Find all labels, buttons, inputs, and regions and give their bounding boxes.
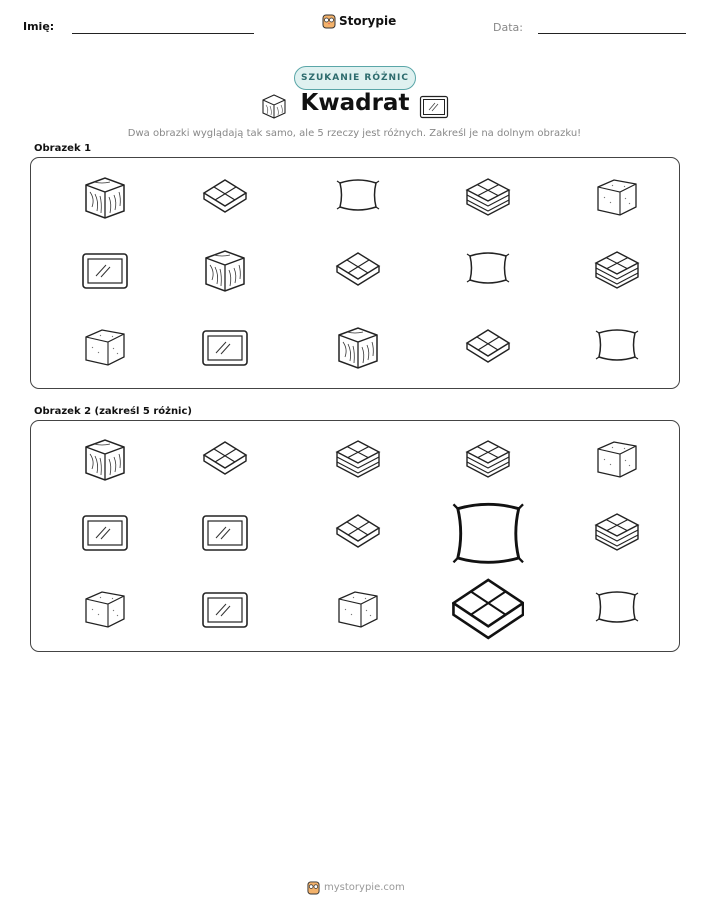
panel1-tablet-frame-icon: [200, 325, 250, 371]
panel2-tablet-frame-icon[interactable]: [200, 510, 250, 556]
tablet-icon: [419, 95, 449, 119]
panel2-layered-cake-icon[interactable]: [333, 437, 383, 483]
panel2-label: Obrazek 2 (zakreśl 5 różnic): [34, 406, 192, 417]
date-label: Data:: [493, 21, 523, 34]
name-label: Imię:: [23, 20, 55, 33]
brand-logo: [322, 13, 396, 29]
panel1-pillow-icon: [592, 325, 642, 371]
panel1-bread-tile-icon: [200, 175, 250, 221]
panel2-sugar-cube-icon[interactable]: [592, 437, 642, 483]
panel2-tablet-frame-icon[interactable]: [80, 510, 130, 556]
panel2-sugar-cube-icon[interactable]: [80, 587, 130, 633]
panel1-sugar-cube-icon: [80, 325, 130, 371]
panel1-label: Obrazek 1: [34, 143, 92, 154]
panel2-pillow-icon[interactable]: [452, 500, 525, 567]
panel2-tablet-frame-icon[interactable]: [200, 587, 250, 633]
footer-url[interactable]: mystorypie.com: [324, 882, 405, 893]
panel1-wooden-crate-icon: [333, 325, 383, 371]
panel1-bread-tile-icon: [463, 325, 513, 371]
panel1-tablet-frame-icon: [80, 248, 130, 294]
panel1-pillow-icon: [333, 175, 383, 221]
crate-icon: [260, 93, 288, 119]
page-title: Kwadrat: [300, 90, 410, 116]
panel2-bread-tile-icon[interactable]: [333, 510, 383, 556]
panel1-layered-cake-icon: [463, 175, 513, 221]
name-line[interactable]: [72, 33, 254, 34]
panel2-layered-cake-icon[interactable]: [463, 437, 513, 483]
panel2-wooden-crate-icon[interactable]: [80, 437, 130, 483]
owl-icon: [322, 13, 336, 29]
panel2-layered-cake-icon[interactable]: [592, 510, 642, 556]
panel1-sugar-cube-icon: [592, 175, 642, 221]
panel1-layered-cake-icon: [592, 248, 642, 294]
panel1-bread-tile-icon: [333, 248, 383, 294]
worksheet-tag: SZUKANIE RÓŻNIC: [294, 66, 416, 90]
panel1-wooden-crate-icon: [200, 248, 250, 294]
panel1-pillow-icon: [463, 248, 513, 294]
panel2-bread-tile-icon[interactable]: [452, 577, 525, 644]
panel2-sugar-cube-icon[interactable]: [333, 587, 383, 633]
footer: [307, 880, 405, 895]
panel2-bread-tile-icon[interactable]: [200, 437, 250, 483]
panel1-wooden-crate-icon: [80, 175, 130, 221]
owl-icon: [307, 880, 320, 895]
instructions: Dwa obrazki wyglądają tak samo, ale 5 rzeczy jest różnych. Zakreśl je na dolnym obrazku!: [127, 128, 582, 139]
date-line[interactable]: [538, 33, 686, 34]
panel2-pillow-icon[interactable]: [592, 587, 642, 633]
brand-name: Storypie: [339, 14, 397, 28]
